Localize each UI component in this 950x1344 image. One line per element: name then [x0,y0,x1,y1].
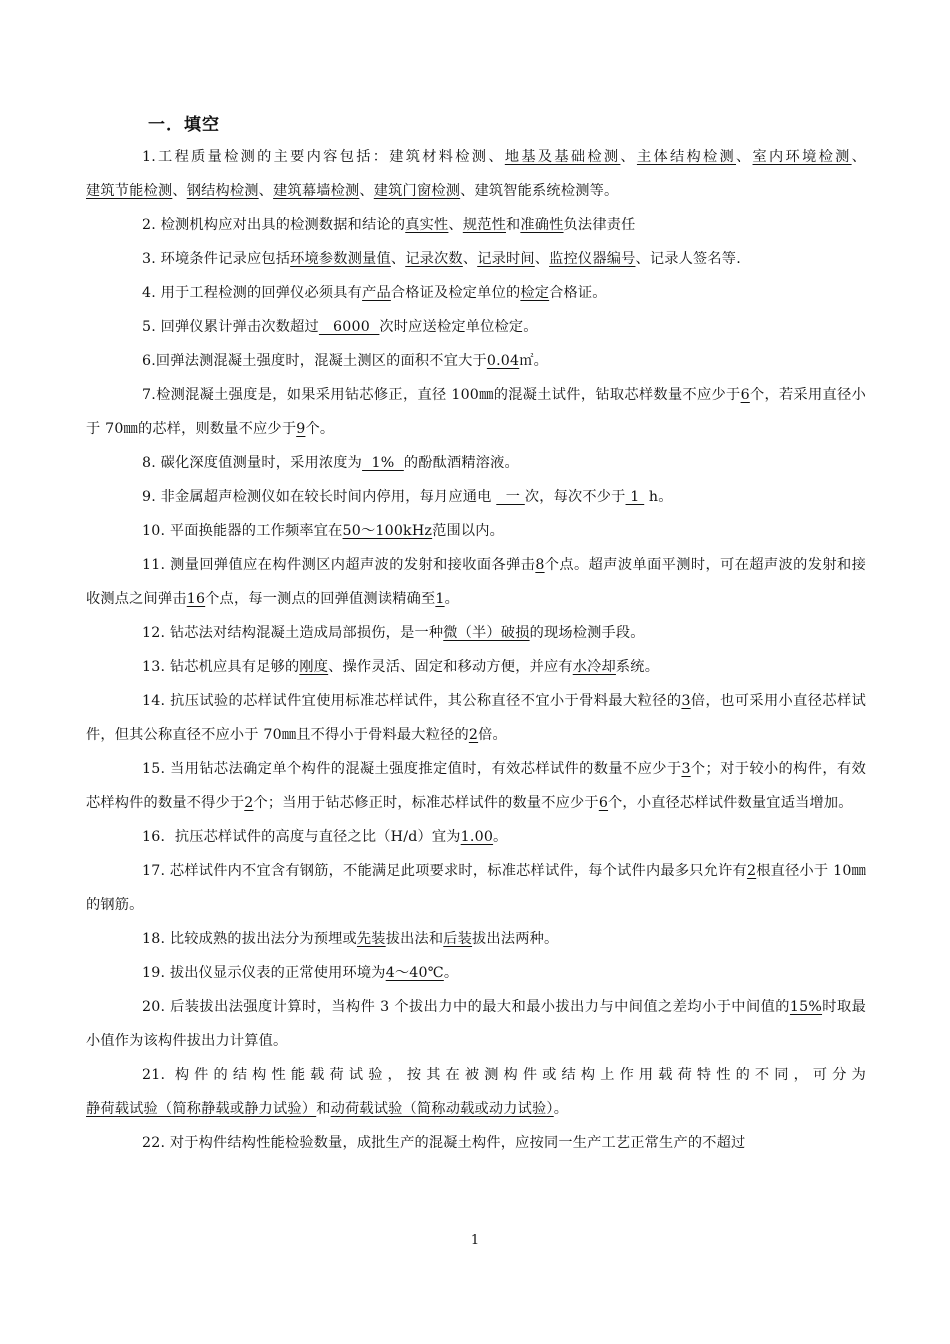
answer-text: 6 [598,795,609,811]
answer-text: 2 [746,863,757,879]
answer-text: 16 [186,591,206,607]
answer-text: 规范性 [462,217,506,233]
question-text: 和 [505,217,521,233]
question-text: 1.工程质量检测的主要内容包括：建筑材料检测、 [142,149,505,165]
question-item [86,616,866,650]
question-item [86,922,866,956]
page-number: 1 [470,1233,480,1248]
answer-text: 2 [244,795,254,811]
question-text: 、 [462,251,478,267]
answer-text: 建筑幕墙检测 [273,183,360,199]
answer-text: 2 [468,727,479,743]
question-text: 个；当用于钻芯修正时，标准芯样试件的数量不应少于 [253,795,599,811]
question-text: 5. 回弹仪累计弹击次数超过 [142,319,319,335]
answer-text: 地基及基础检测 [504,149,621,165]
question-text: 20. 后装拔出法强度计算时，当构件 3 个拔出力中的最大和最小拔出力与中间值之差均小于中间值的 [142,999,790,1015]
question-text: 个。 [305,421,335,437]
answer-text: 准确性 [520,217,564,233]
answer-text: 50～100kHz [342,523,433,539]
question-text: 18. 比较成熟的拔出法分为预埋或 [142,931,357,947]
question-text: 7.检测混凝土强度是，如果采用钻芯修正，直径 100㎜的混凝土试件，钻取芯样数量不应少于 [142,387,741,403]
question-text: 2. 检测机构应对出具的检测数据和结论的 [142,217,406,233]
question-text: 、 [851,149,866,165]
question-item [86,378,866,446]
question-text: ㎡。 [519,353,549,369]
question-text: 17. 芯样试件内不宜含有钢筋，不能满足此项要求时，标准芯样试件，每个试件内最多只允许有 [142,863,747,879]
answer-text: 8 [535,557,545,573]
answer-text: 1% [362,455,404,471]
question-text: 8. 碳化深度值测量时，采用浓度为 [142,455,363,471]
question-text: 个，小直径芯样试件数量宜适当增加。 [608,795,853,811]
fill-in-items-list [86,140,866,1160]
question-text: 22. 对于构件结构性能检验数量，成批生产的混凝土构件，应按同一生产工艺正常生产的不超过 [142,1135,746,1151]
question-text: 、建筑智能系统检测等。 [460,183,619,199]
question-text: 时取最小值作为该构件拔出力计算值。 [86,999,866,1049]
answer-text: 15% [789,999,823,1015]
question-text: 的酚酞酒精溶液。 [403,455,519,471]
answer-text: 主体结构检测 [636,149,737,165]
answer-text: 钢结构检测 [186,183,259,199]
question-text: 15. 当用钻芯法确定单个构件的混凝土强度推定值时，有效芯样试件的数量不应少于 [142,761,682,777]
question-item [86,344,866,378]
question-text: 倍，也可采用小直径芯样试件，但其公称直径不应小于 70㎜且不得小于骨料最大粒径的 [86,693,866,743]
answer-text: 6000 [318,319,380,335]
question-text: 、 [534,251,550,267]
question-text: 范围以内。 [432,523,505,539]
question-text: 、 [172,183,187,199]
question-text: 19. 拔出仪显示仪表的正常使用环境为 [142,965,386,981]
question-item [86,242,866,276]
question-text: 21. 构件的结构性能载荷试验，按其在被测构件或结构上作用载荷特性的不同，可分为 [142,1067,866,1083]
question-text: 次时应送检定单位检定。 [379,319,538,335]
answer-text: 1.00 [460,829,494,845]
question-text: 。 [444,591,459,607]
question-text: 次，每次不少于 [524,489,626,505]
section-heading: 一．填空 [148,115,220,135]
answer-text: 记录次数 [405,251,463,267]
question-text: 合格证。 [549,285,607,301]
question-text: 9. 非金属超声检测仪如在较长时间内停用，每月应通电 [142,489,497,505]
answer-text: 6 [740,387,750,403]
answer-text: 室内环境检测 [752,149,852,165]
question-text: 16．抗压芯样试件的高度与直径之比（H/d）宜为 [142,829,461,845]
question-text: 、 [448,217,463,233]
answer-text: 微（半）破损 [443,625,530,641]
question-text: 拔出法和 [385,931,444,947]
question-item [86,480,866,514]
question-text: 的现场检测手段。 [529,625,645,641]
answer-text: 1 [625,489,645,505]
question-item [86,956,866,990]
question-text: 负法律责任 [563,217,636,233]
question-text: 。 [493,829,508,845]
question-text: 3. 环境条件记录应包括 [142,251,291,267]
answer-text: 记录时间 [477,251,535,267]
question-text: 个点，每一测点的回弹值测读精确至 [205,591,436,607]
question-text: 、 [390,251,406,267]
question-text: 14. 抗压试验的芯样试件宜使用标准芯样试件，其公称直径不宜小于骨料最大粒径的 [142,693,682,709]
question-item [86,548,866,616]
answer-text: 后装 [443,931,473,947]
question-item [86,684,866,752]
question-item [86,1126,866,1160]
answer-text: 9 [296,421,306,437]
question-text: 。 [443,965,459,981]
question-text: 个；对于较小的构件，有效芯样构件的数量不得少于 [86,761,866,811]
answer-text: 4～40℃ [385,965,444,981]
question-item [86,514,866,548]
question-text: 倍。 [478,727,507,743]
question-item [86,854,866,922]
question-text: 和 [316,1101,331,1117]
question-text: 、 [359,183,374,199]
question-text: 拔出法两种。 [472,931,559,947]
question-text: 4. 用于工程检测的回弹仪必须具有 [142,285,363,301]
answer-text: 刚度 [299,659,329,675]
answer-text: 静荷载试验（简称静载或静力试验） [86,1101,317,1117]
answer-text: 检定 [520,285,550,301]
answer-text: 3 [681,761,691,777]
question-item [86,310,866,344]
question-text: h。 [644,489,673,505]
question-text: 13. 钻芯机应具有足够的 [142,659,300,675]
answer-text: 3 [681,693,691,709]
question-text: 、操作灵活、固定和移动方便，并应有 [328,659,573,675]
answer-text: 先装 [356,931,386,947]
question-item [86,990,866,1058]
question-text: 10. 平面换能器的工作频率宜在 [142,523,343,539]
answer-text: 0.04 [486,353,520,369]
question-item [86,820,866,854]
question-text: 个，若采用直径小于 70㎜的芯样，则数量不应少于 [86,387,866,437]
answer-text: 环境参数测量值 [290,251,391,267]
question-text: 合格证及检定单位的 [390,285,521,301]
question-text: 系统。 [615,659,660,675]
question-item [86,208,866,242]
question-text: 、 [736,149,753,165]
answer-text: 监控仪器编号 [549,251,636,267]
question-item [86,140,866,208]
question-item [86,650,866,684]
question-text: 12. 钻芯法对结构混凝土造成局部损伤，是一种 [142,625,444,641]
question-item [86,1058,866,1126]
question-text: 、 [258,183,274,199]
question-item [86,752,866,820]
answer-text: 动荷载试验（简称动载或动力试验） [330,1101,554,1117]
question-text: 11. 测量回弹值应在构件测区内超声波的发射和接收面各弹击 [142,557,536,573]
question-text: 、记录人签名等. [635,251,741,267]
answer-text: 1 [435,591,445,607]
answer-text: 水冷却 [572,659,616,675]
answer-text: 一 [496,489,525,505]
question-text: 。 [553,1101,569,1117]
question-text: 根直径小于 10㎜的钢筋。 [86,863,866,913]
question-item [86,446,866,480]
question-text: 6.回弹法测混凝土强度时，混凝土测区的面积不宜大于 [142,353,487,369]
question-text: 个点。超声波单面平测时，可在超声波的发射和接收测点之间弹击 [86,557,866,607]
answer-text: 建筑门窗检测 [373,183,461,199]
question-item [86,276,866,310]
answer-text: 真实性 [405,217,449,233]
answer-text: 建筑节能检测 [86,183,173,199]
answer-text: 产品 [362,285,391,301]
question-text: 、 [620,149,637,165]
